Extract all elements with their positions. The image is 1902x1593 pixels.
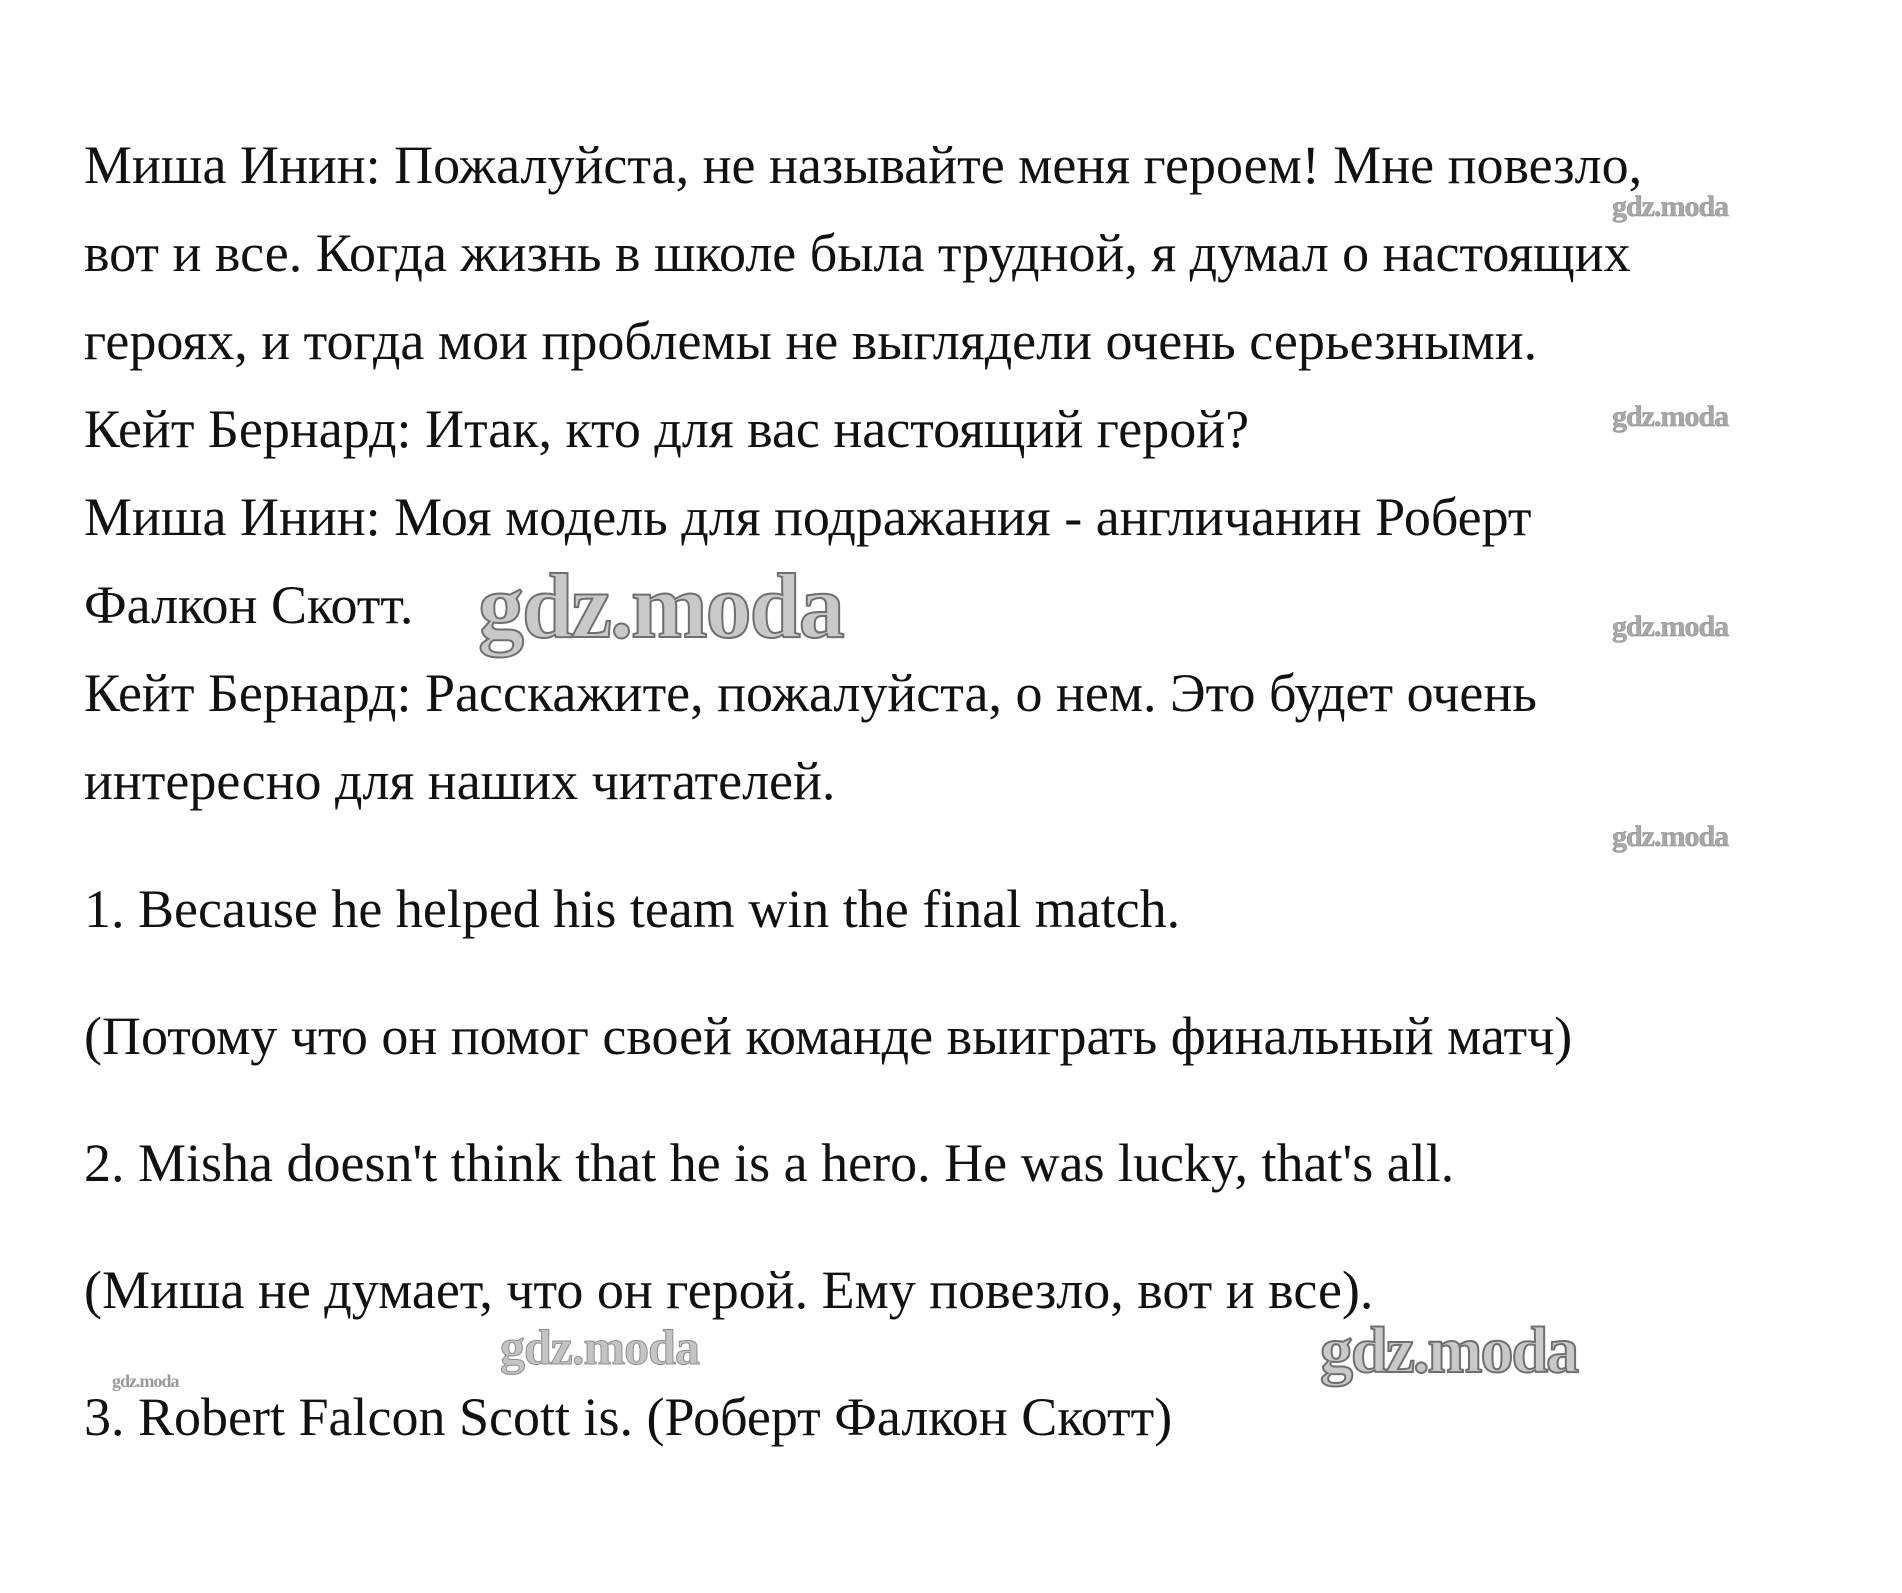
dialogue-line: вот и все. Когда жизнь в школе была трудной, я думал о настоящих — [84, 223, 1631, 283]
watermark-logo: gdz.moda — [1612, 400, 1729, 433]
watermark-logo: gdz.moda — [112, 1371, 179, 1391]
watermark-logo: gdz.moda — [1612, 190, 1729, 223]
dialogue-line: героях, и тогда мои проблемы не выглядели очень серьезными. — [84, 311, 1538, 371]
dialogue-line: Миша Инин: Моя модель для подражания - англичанин Роберт — [84, 487, 1532, 547]
dialogue-line: Кейт Бернард: Итак, кто для вас настоящий герой? — [84, 399, 1250, 459]
watermark-logo: gdz.moda — [500, 1319, 699, 1375]
answer-1-translation: (Потому что он помог своей команде выиграть финальный матч) — [84, 1006, 1573, 1066]
watermark-logo: gdz.moda — [478, 555, 843, 657]
dialogue-line: Кейт Бернард: Расскажите, пожалуйста, о нем. Это будет очень — [84, 663, 1537, 723]
answer-1-english: 1. Because he helped his team win the final match. — [84, 879, 1181, 939]
watermark-logo: gdz.moda — [1320, 1314, 1578, 1387]
answer-2-english: 2. Misha doesn't think that he is a hero. He was lucky, that's all. — [84, 1133, 1455, 1193]
dialogue-line: Фалкон Скотт. — [84, 575, 414, 635]
watermark-logo: gdz.moda — [1612, 820, 1729, 853]
dialogue-line: интересно для наших читателей. — [84, 751, 836, 811]
answer-3: 3. Robert Falcon Scott is. (Роберт Фалкон Скотт) — [84, 1387, 1173, 1447]
answer-2-translation: (Миша не думает, что он герой. Ему повезло, вот и все). — [84, 1260, 1374, 1320]
dialogue-line: Миша Инин: Пожалуйста, не называйте меня героем! Мне повезло, — [84, 135, 1643, 195]
watermark-logo: gdz.moda — [1612, 610, 1729, 643]
